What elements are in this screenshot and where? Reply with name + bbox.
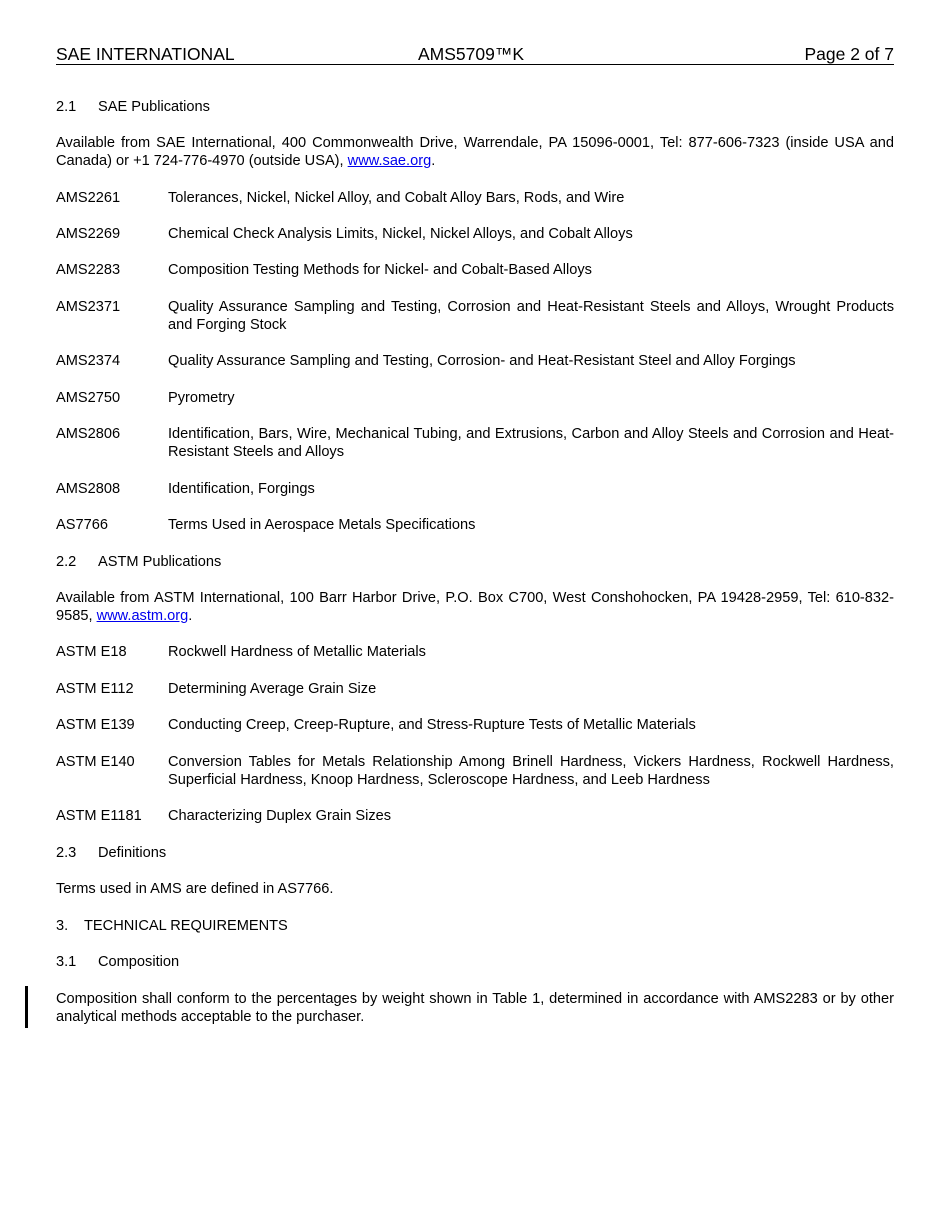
reference-code: AMS2750 <box>56 390 121 406</box>
reference-code: AMS2261 <box>56 190 121 206</box>
reference-code: ASTM E140 <box>56 754 135 770</box>
reference-code: AS7766 <box>56 517 108 533</box>
reference-code: AMS2269 <box>56 226 121 242</box>
sae-website-link[interactable]: www.sae.org <box>347 153 432 169</box>
reference-title: Characterizing Duplex Grain Sizes <box>168 808 392 824</box>
header-organization: SAE INTERNATIONAL <box>56 44 235 64</box>
reference-code: AMS2806 <box>56 426 121 442</box>
reference-code: AMS2374 <box>56 353 121 369</box>
definitions-paragraph: Terms used in AMS are defined in AS7766. <box>56 881 334 897</box>
reference-code: ASTM E18 <box>56 644 127 660</box>
reference-code: ASTM E139 <box>56 717 135 733</box>
reference-title: Terms Used in Aerospace Metals Specifications <box>168 517 476 533</box>
section-title: Definitions <box>98 845 167 861</box>
header-page-number: Page 2 of 7 <box>804 44 894 64</box>
section-number: 2.2 <box>56 554 77 570</box>
reference-title: Tolerances, Nickel, Nickel Alloy, and Cobalt Alloy Bars, Rods, and Wire <box>168 190 625 206</box>
section-title: Composition <box>98 954 180 970</box>
reference-title: Quality Assurance Sampling and Testing, Corrosion- and Heat-Resistant Steel and Alloy Forgings <box>168 353 796 369</box>
reference-code: AMS2371 <box>56 299 121 315</box>
reference-title: Conducting Creep, Creep-Rupture, and Stress-Rupture Tests of Metallic Materials <box>168 717 696 733</box>
reference-title: Chemical Check Analysis Limits, Nickel, Nickel Alloys, and Cobalt Alloys <box>168 226 633 242</box>
reference-title: Conversion Tables for Metals Relationship Among Brinell Hardness, Vickers Hardness, Rockwell Hardness, Superficial Hardness, Knoop Hardness, Scleroscope Hardness, and Leeb Hardness <box>168 754 894 788</box>
page-header <box>56 44 894 65</box>
section-number: 2.1 <box>56 99 77 115</box>
reference-code: AMS2808 <box>56 481 121 497</box>
sae-availability-text: Available from SAE International, 400 Commonwealth Drive, Warrendale, PA 15096-0001, Tel: 877-606-7323 (inside USA and Canada) or +1 724-776-4970 (outside USA), <box>56 135 894 169</box>
astm-website-link[interactable]: www.astm.org <box>96 608 189 624</box>
sae-link-period: . <box>431 153 436 169</box>
reference-title: Identification, Bars, Wire, Mechanical Tubing, and Extrusions, Carbon and Alloy Steels and Corrosion and Heat-Resistant Steels and Alloys <box>168 426 894 460</box>
section-2-3-heading <box>56 844 894 862</box>
reference-title: Pyrometry <box>168 390 235 406</box>
reference-title: Quality Assurance Sampling and Testing, Corrosion and Heat-Resistant Steels and Alloys, Wrought Products and Forging Stock <box>168 299 894 333</box>
section-number: 3. <box>56 918 69 934</box>
reference-code: ASTM E112 <box>56 681 134 697</box>
reference-title: Identification, Forgings <box>168 481 315 497</box>
section-2-2-heading <box>56 553 894 571</box>
revision-change-bar <box>25 986 28 1028</box>
section-number: 2.3 <box>56 845 77 861</box>
section-2-1-heading <box>56 98 894 116</box>
section-3-1-heading <box>56 953 894 971</box>
astm-availability-paragraph <box>56 589 894 625</box>
section-title: SAE Publications <box>98 99 210 115</box>
reference-title: Rockwell Hardness of Metallic Materials <box>168 644 426 660</box>
section-3-heading <box>56 917 894 935</box>
reference-code: AMS2283 <box>56 262 121 278</box>
sae-availability-paragraph <box>56 134 894 170</box>
header-document-number: AMS5709™K <box>418 44 525 64</box>
reference-title: Composition Testing Methods for Nickel- and Cobalt-Based Alloys <box>168 262 592 278</box>
reference-code: ASTM E1181 <box>56 808 142 824</box>
section-number: 3.1 <box>56 954 77 970</box>
composition-paragraph: Composition shall conform to the percentages by weight shown in Table 1, determined in accordance with AMS2283 or by other analytical methods acceptable to the purchaser. <box>56 991 894 1025</box>
astm-link-period: . <box>188 608 193 624</box>
section-title: TECHNICAL REQUIREMENTS <box>84 918 288 934</box>
astm-availability-text: Available from ASTM International, 100 Barr Harbor Drive, P.O. Box C700, West Conshohocken, PA 19428-2959, Tel: 610-832-9585, <box>56 590 894 624</box>
section-title: ASTM Publications <box>98 554 222 570</box>
reference-title: Determining Average Grain Size <box>168 681 377 697</box>
